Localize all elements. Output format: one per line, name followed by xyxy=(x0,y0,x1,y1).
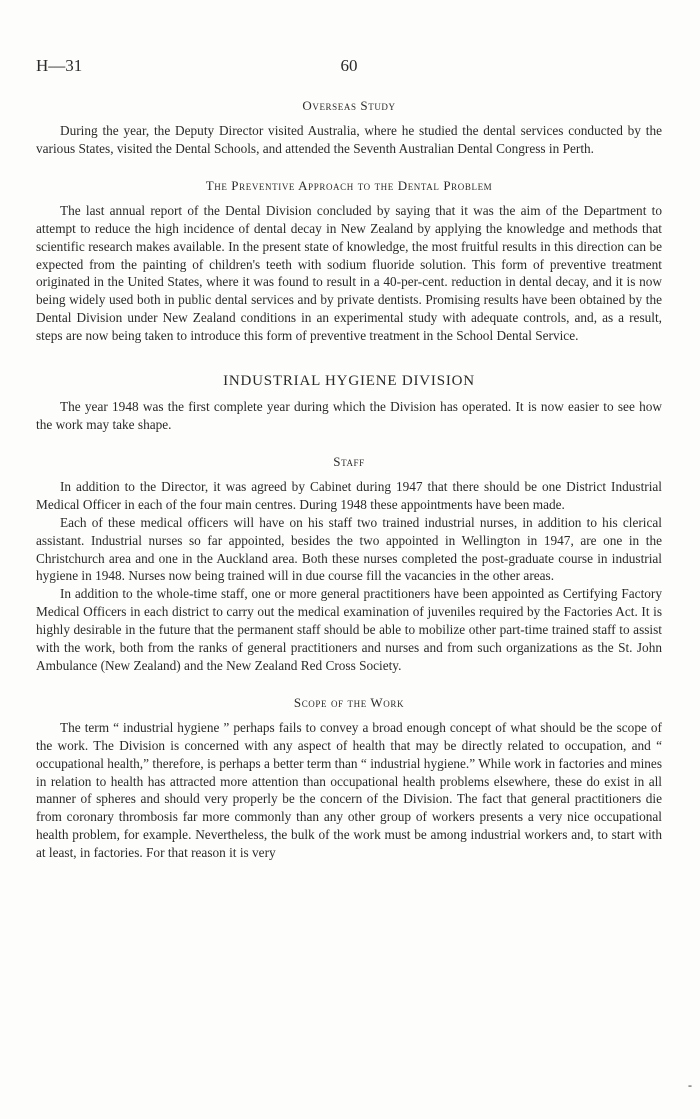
paragraph: In addition to the whole-time staff, one or more general practitioners have been appointed as Certifying Factory Medical Officers in each district to carry out the medical examination of juveniles required by the Factories Act. It is highly desirable in the future that the permanent staff should be able to mobilize other part-time trained staff to assist with the work, both from the ranks of general practitioners and nurses and from such organizations as the St. John Ambulance (New Zealand) and the New Zealand Red Cross Society. xyxy=(36,586,662,673)
paragraph: The year 1948 was the first complete year during which the Division has operated. It is now easier to see how the work may take shape. xyxy=(36,399,662,432)
section-staff xyxy=(36,454,662,675)
section-heading: Overseas Study xyxy=(302,98,396,113)
document-reference: H—31 xyxy=(36,56,83,75)
section-overseas-study xyxy=(36,98,662,158)
section-heading: The Preventive Approach to the Dental Problem xyxy=(205,177,493,193)
division-title: INDUSTRIAL HYGIENE DIVISION xyxy=(223,373,475,390)
paragraph: In addition to the Director, it was agreed by Cabinet during 1947 that there should be one District Industrial Medical Officer in each of the four main centres. During 1948 these appointments have been made. xyxy=(36,478,662,512)
margin-mark: - xyxy=(688,1078,692,1092)
paragraph: The last annual report of the Dental Division concluded by saying that it was the aim of the Department to attempt to reduce the high incidence of dental decay in New Zealand by applying the knowledge and methods that scientific research makes available. In the present state of knowledge, the most fruitful results in this direction can be expected from the painting of children's teeth with sodium fluoride solution. This form of preventive treatment originated in the United States, where it was found to result in a 40-per-cent. reduction in dental decay, and it is now being widely used both in public dental services and by private dentists. Promising results have been obtained by the Dental Division under New Zealand conditions in an experimental study with adequate controls, and, as a result, steps are now being taken to introduce this form of preventive treatment in the School Dental Service. xyxy=(36,202,662,344)
paragraph: Each of these medical officers will have on his staff two trained industrial nurses, in addition to his clerical assistant. Industrial nurses so far appointed, besides the two appointed in Wellington in 1947, are one in the Christchurch area and one in the Auckland area. Both these nurses completed the post-graduate course in industrial hygiene in 1948. Nurses now being trained will in due course fill the vacancies in the other areas. xyxy=(36,514,662,584)
section-heading: Scope of the Work xyxy=(293,694,405,710)
division-intro xyxy=(36,398,662,434)
paragraph: The term “ industrial hygiene ” perhaps fails to convey a broad enough concept of what should be the scope of the work. The Division is concerned with any aspect of health that may be directly related to occupation, and “ occupational health,” therefore, is perhaps a better term than “ industrial hygiene.” While work in factories and mines in relation to health has attracted more attention than occupational health problems elsewhere, these do exist in all manner of spheres and should very properly be the concern of the Division. The fact that general practitioners die from coronary thrombosis far more commonly than any other group of workers presents a very nice occupational health problem, for example. Nevertheless, the bulk of the work must be among industrial workers and, to start with at least, in factories. For that reason it is very xyxy=(36,719,662,861)
section-preventive-approach xyxy=(36,178,662,345)
page-number: 60 xyxy=(340,56,358,75)
paragraph: During the year, the Deputy Director visited Australia, where he studied the dental services conducted by the various States, visited the Dental Schools, and attended the Seventh Australian Dental Congress in Perth. xyxy=(36,123,662,156)
section-scope xyxy=(36,695,662,862)
section-heading: Staff xyxy=(333,453,365,469)
page-header xyxy=(36,56,662,78)
